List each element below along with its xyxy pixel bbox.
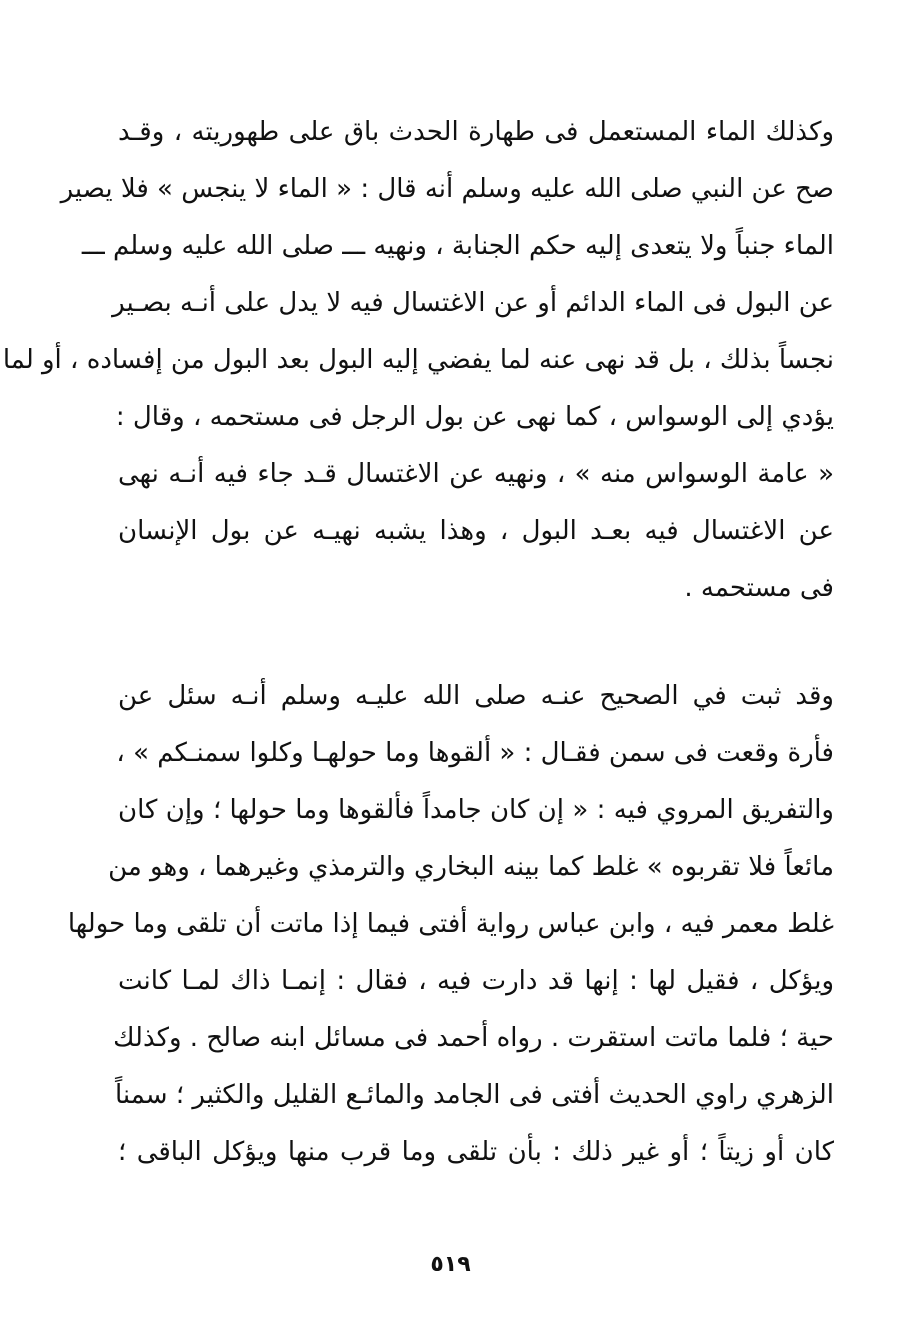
text-line: وكذلك الماء المستعمل فى طهارة الحدث باق على طهوريته ، وقـد <box>118 117 834 147</box>
text-line: فى مستحمه . <box>684 573 834 603</box>
text-line: عن البول فى الماء الدائم أو عن الاغتسال فيه لا يدل على أنـه بصـير <box>112 288 834 318</box>
text-line: يؤدي إلى الوسواس ، كما نهى عن بول الرجل فى مستحمه ، وقال : <box>115 402 834 432</box>
text-line: فأرة وقعت فى سمن فقـال : « ألقوها وما حولهـا وكلوا سمنـكم » ، <box>116 738 834 768</box>
text-line: عن الاغتسال فيه بعـد البول ، وهذا يشبه نهيـه عن بول الإنسان <box>118 516 834 546</box>
text-line: صح عن النبي صلى الله عليه وسلم أنه قال : « الماء لا ينجس » فلا يصير <box>60 174 834 204</box>
text-line: وقد ثبت في الصحيح عنـه صلى الله عليـه وسلم أنـه سئل عن <box>118 681 834 711</box>
text-line: نجساً بذلك ، بل قد نهى عنه لما يفضي إليه البول بعد البول من إفساده ، أو لما <box>2 345 834 375</box>
text-line: « عامة الوسواس منه » ، ونهيه عن الاغتسال قـد جاء فيه أنـه نهى <box>118 459 834 489</box>
text-line: الماء جنباً ولا يتعدى إليه حكم الجنابة ، ونهيه ـــ صلى الله عليه وسلم ـــ <box>81 231 834 261</box>
paragraph-2 <box>67 668 834 1181</box>
page-number: ٥١٩ <box>430 1252 471 1277</box>
text-line: مائعاً فلا تقربوه » غلط كما بينه البخاري والترمذي وغيرهما ، وهو من <box>108 852 834 882</box>
text-line: الزهري راوي الحديث أفتى فى الجامد والمائـع القليل والكثير ؛ سمناً <box>115 1080 834 1110</box>
text-line: غلط معمر فيه ، وابن عباس رواية أفتى فيما إذا ماتت أن تلقى وما حولها <box>67 909 834 939</box>
text-line: والتفريق المروي فيه : « إن كان جامداً فألقوها وما حولها ؛ وإن كان <box>118 795 834 825</box>
text-line: كان أو زيتاً ؛ أو غير ذلك : بأن تلقى وما قرب منها ويؤكل الباقى ؛ <box>118 1137 834 1167</box>
text-line: حية ؛ فلما ماتت استقرت . رواه أحمد فى مسائل ابنه صالح . وكذلك <box>113 1023 834 1053</box>
text-line: ويؤكل ، فقيل لها : إنها قد دارت فيه ، فقال : إنمـا ذاك لمـا كانت <box>118 966 834 996</box>
paragraph-1 <box>2 104 834 617</box>
